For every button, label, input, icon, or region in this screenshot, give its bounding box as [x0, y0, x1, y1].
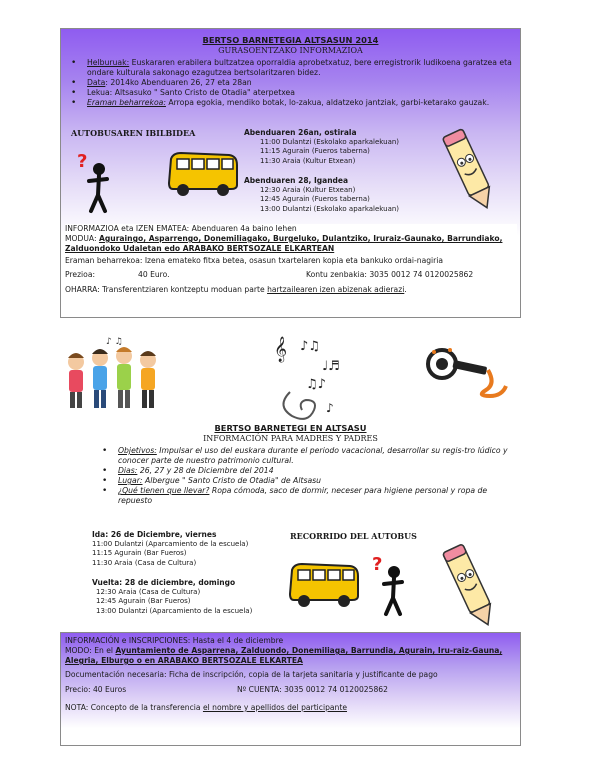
- bullet-objectives: • Objetivos: Impulsar el uso del euskara durante el periodo vacacional, desarrollar su regis-tro lúdico y conocer parte de nuestro patrimonio cultural.: [92, 446, 522, 466]
- schedule-stop: 12:45 Agurain (Bar Fueros): [96, 597, 191, 606]
- schedule-stop: 11:30 Araia (Kultur Etxean): [260, 156, 356, 165]
- info-bullet-list: [61, 58, 516, 108]
- schedule-stop: 11:15 Agurain (Bar Fueros): [92, 549, 187, 558]
- svg-text:𝄞: 𝄞: [274, 337, 288, 362]
- pencil-character-icon: [430, 540, 514, 636]
- return-schedule-es: [92, 578, 282, 616]
- pencil-character-icon: [431, 125, 511, 217]
- spanish-info-panel: [60, 632, 521, 746]
- question-figure-icon: [75, 147, 115, 217]
- bullet-bring: • Eraman beharrekoa: Arropa egokia, mendiko botak, lo-zakua, aldatzeko jantziak, garbi-ketarako gauzak.: [61, 98, 516, 108]
- bullet-luggage: • ¿Qué tienen que llevar? Ropa cómoda, saco de dormir, neceser para higiene personal y ropa de repuesto: [92, 486, 522, 506]
- schedule-stop: 12:30 Araia (Kultur Etxean): [260, 185, 356, 194]
- children-singing-icon: [62, 336, 162, 414]
- svg-text:♪♫: ♪♫: [300, 339, 320, 354]
- svg-text:♩♬: ♩♬: [322, 359, 340, 374]
- return-stops: [244, 186, 424, 215]
- return-heading: Abenduaren 28, Igandea: [244, 176, 349, 185]
- music-notes-icon: [270, 330, 352, 426]
- outbound-heading-es: Ida: 26 de Diciembre, viernes: [92, 530, 217, 539]
- info-bullet-list-es: [92, 446, 522, 506]
- schedule-stop: 12:30 Araia (Casa de Cultura): [96, 587, 201, 596]
- registration-info-box: [65, 224, 517, 315]
- school-bus-icon: [165, 149, 241, 199]
- required-documents: Eraman beharrekoa: Izena emateko fitxa betea, osasun txartelaren kopia eta bankuko ordai-nagiria: [65, 256, 444, 265]
- return-schedule: [244, 176, 424, 214]
- return-stops-es: [92, 588, 282, 617]
- bullet-location: • Lugar: Albergue " Santo Cristo de Otadia" de Altsasu: [92, 476, 522, 486]
- panel-subtitle: GURASOENTZAKO INFORMAZIOA: [218, 46, 363, 55]
- registration-deadline: INFORMAZIOA eta IZEN EMATEA: Abenduaren 4a baino lehen: [65, 224, 297, 233]
- price-account-line-es: [65, 685, 517, 695]
- microphone-icon: [420, 344, 516, 400]
- svg-text:♫♪: ♫♪: [306, 377, 326, 392]
- outbound-stops: [244, 138, 424, 167]
- account-number: Kontu zenbakia: 3035 0012 74 0120025862: [306, 270, 474, 279]
- panel-title: BERTSO BARNETEGIA ALTSASUN 2014: [202, 35, 379, 45]
- registration-places: MODUA: Aguraingo, Asparrengo, Donemiliagako, Burgeluko, Dulantziko, Iruraiz-Gaunako, Barrundiako, Zalduondoko Udaletan edo ARABAKO BERTSOZALE ELKARTEAN: [65, 234, 503, 253]
- svg-text:♪: ♪: [326, 401, 334, 415]
- price-label: Prezioa:: [65, 270, 96, 279]
- registration-places-es: MODO: En el Ayuntamiento de Asparrena, Zalduondo, Donemiliaga, Barrundia, Agurain, Iru-raiz-Gauna, Alegria, Elburgo o en ARABAKO BERTSOZALE ELKARTEA: [65, 646, 503, 665]
- bullet-date: • Data: 2014ko Abenduaren 26, 27 eta 28an: [61, 78, 516, 88]
- bus-route-title-es: RECORRIDO DEL AUTOBUS: [290, 531, 417, 541]
- schedule-stop: 11:30 Araia (Casa de Cultura): [92, 558, 197, 567]
- section-title-es: BERTSO BARNETEGI EN ALTSASU: [214, 423, 367, 433]
- question-figure-icon: [370, 550, 410, 620]
- schedule-stop: 11:00 Dulantzi (Aparcamiento de la escuela): [92, 539, 249, 548]
- account-number-es: Nº CUENTA: 3035 0012 74 0120025862: [237, 685, 388, 694]
- return-heading-es: Vuelta: 28 de diciembre, domingo: [92, 578, 236, 587]
- transfer-note-es: NOTA: Concepto de la transferencia el nombre y apellidos del participante: [65, 703, 348, 712]
- schedule-stop: 13:00 Dulantzi (Aparcamiento de la escuela): [96, 606, 253, 615]
- required-documents-es: Documentación necesaria: Ficha de inscripción, copia de la tarjeta sanitaria y justificante de pago: [65, 670, 438, 679]
- bus-route-title: AUTOBUSAREN IBILBIDEA: [71, 128, 196, 138]
- registration-info-es: [65, 636, 517, 713]
- price-account-line: [65, 270, 517, 280]
- registration-deadline-es: INFORMACIÓN e INSCRIPCIONES: Hasta el 4 de diciembre: [65, 636, 284, 645]
- price-value: 40 Euro.: [138, 270, 170, 279]
- svg-text:♪ ♫: ♪ ♫: [106, 337, 123, 347]
- bullet-place: • Lekua: Altsasuko " Santo Cristo de Otadia" aterpetxea: [61, 88, 516, 98]
- outbound-schedule: [244, 128, 424, 166]
- schedule-stop: 12:45 Agurain (Fueros taberna): [260, 195, 370, 204]
- outbound-schedule-es: [92, 530, 282, 568]
- transfer-note: OHARRA: Transferentziaren kontzeptu moduan parte hartzailearen izen abizenak adierazi.: [65, 285, 407, 294]
- svg-text:?: ?: [77, 151, 88, 172]
- outbound-heading: Abenduaren 26an, ostirala: [244, 128, 357, 137]
- svg-text:?: ?: [372, 554, 383, 575]
- bullet-days: • Dias: 26, 27 y 28 de Diciembre del 2014: [92, 466, 522, 476]
- schedule-stop: 11:00 Dulantzi (Eskolako aparkalekuan): [260, 137, 400, 146]
- schedule-stop: 11:15 Agurain (Fueros taberna): [260, 147, 370, 156]
- section-subtitle-es: INFORMACIÓN PARA MADRES Y PADRES: [203, 434, 378, 443]
- price-es: Precio: 40 Euros: [65, 685, 127, 694]
- basque-info-panel: [60, 28, 521, 318]
- bullet-goals: • Helburuak: Euskararen erabilera bultzatzea oporraldia aprobetxatuz, bere erregistrorik ludikoena garatzea eta ondare kulturala sakonago ezagutzea bertsolaritzaren bidez.: [61, 58, 516, 78]
- school-bus-icon: [286, 560, 362, 610]
- schedule-stop: 13:00 Dulantzi (Eskolako aparkalekuan): [260, 204, 400, 213]
